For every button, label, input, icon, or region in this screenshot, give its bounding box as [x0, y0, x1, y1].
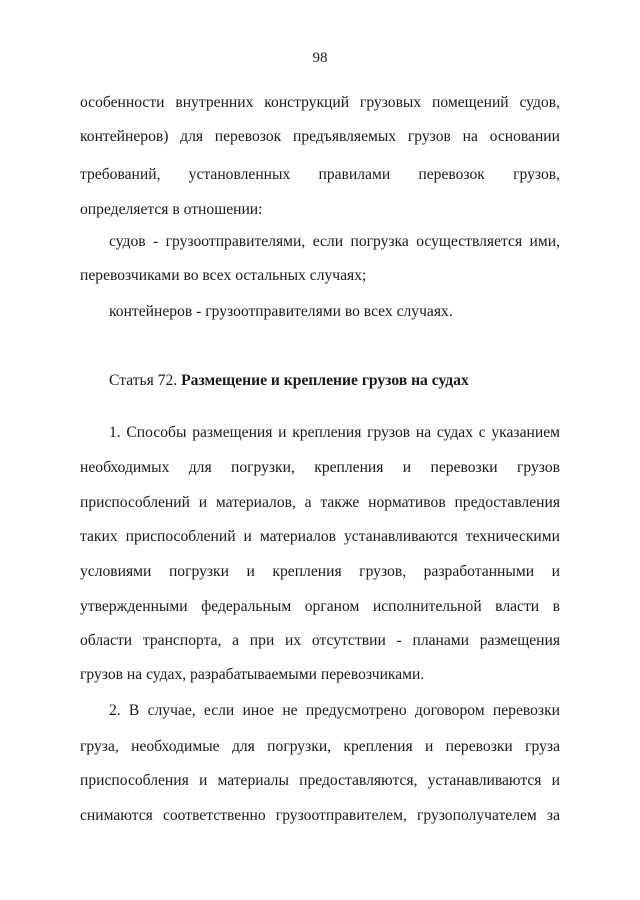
paragraph-line: снимаются соответственно грузоотправителем, грузополучателем за	[80, 807, 560, 824]
paragraph-line: области транспорта, а при их отсутствии - планами размещения	[80, 632, 560, 649]
paragraph-line: требований, установленных правилами перевозок грузов,	[80, 166, 560, 183]
paragraph-line: приспособления и материалы предоставляются, устанавливаются и	[80, 772, 560, 789]
paragraph-line: условиями погрузки и крепления грузов, разработанными и	[80, 563, 560, 580]
article-title: Размещение и крепление грузов на судах	[181, 372, 469, 389]
paragraph-line: груза, необходимые для погрузки, крепления и перевозки груза	[80, 738, 560, 755]
paragraph-line: 2. В случае, если иное не предусмотрено договором перевозки	[109, 702, 560, 719]
paragraph-line: особенности внутренних конструкций грузовых помещений судов,	[80, 94, 560, 111]
list-item-line: судов - грузоотправителями, если погрузка осуществляется ими,	[109, 233, 560, 250]
list-item-line: перевозчиками во всех остальных случаях;	[80, 267, 367, 284]
paragraph-line: утвержденными федеральным органом исполнительной власти в	[80, 598, 560, 615]
paragraph-line: 1. Способы размещения и крепления грузов на судах с указанием	[109, 424, 560, 441]
list-item-line: контейнеров - грузоотправителями во всех случаях.	[109, 303, 453, 320]
paragraph-line: необходимых для погрузки, крепления и перевозки грузов	[80, 459, 560, 476]
page-number: 98	[312, 50, 328, 66]
article-number: Статья 72.	[109, 372, 178, 389]
article-heading	[109, 371, 560, 391]
paragraph-line: таких приспособлений и материалов устанавливаются техническими	[80, 528, 560, 545]
paragraph-line: контейнеров) для перевозок предъявляемых грузов на основании	[80, 128, 560, 145]
paragraph-line: грузов на судах, разрабатываемыми перевозчиками.	[80, 666, 425, 683]
paragraph-line: приспособлений и материалов, а также нормативов предоставления	[80, 494, 560, 511]
paragraph-line: определяется в отношении:	[80, 201, 263, 218]
